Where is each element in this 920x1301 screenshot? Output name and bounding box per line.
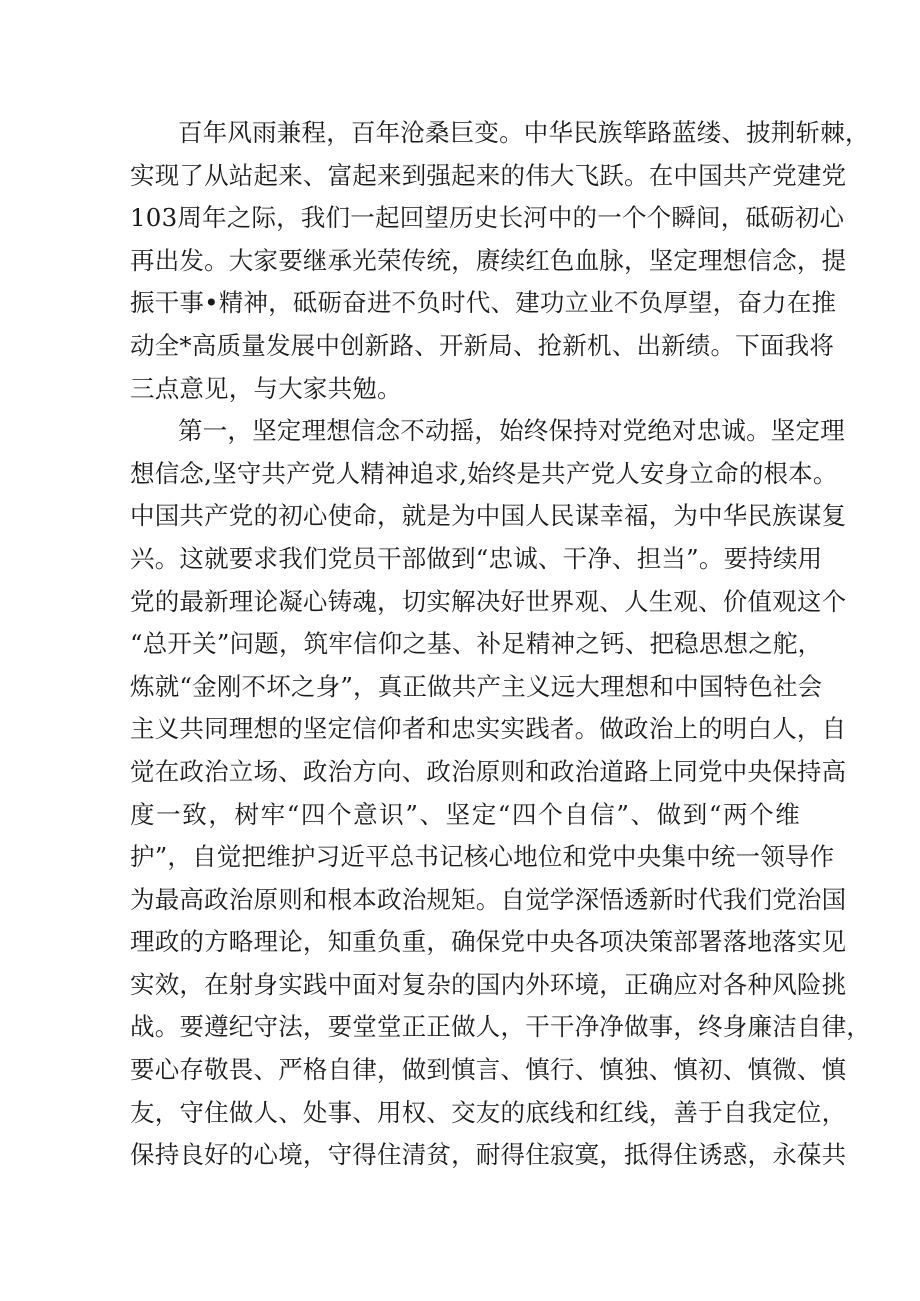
- text-line: 兴。这就要求我们党员干部做到“忠诚、干净、担当”。要持续用: [130, 543, 823, 573]
- text-line: 百年风雨兼程，百年沧桑巨变。中华民族筚路蓝缕、披荆斩棘，: [178, 118, 870, 147]
- document-body: [130, 112, 871, 1177]
- text-line: 保持良好的心境，守得住清贫，耐得住寂寞，抵得住诱惑，永葆共: [130, 1140, 847, 1170]
- text-line: 中国共产党的初心使命，就是为中国人民谋幸福，为中华民族谋复: [130, 501, 847, 531]
- text-line: 第一，坚定理想信念不动摇，始终保持对党绝对忠诚。坚定理: [178, 416, 845, 446]
- text-line: 实现了从站起来、富起来到强起来的伟大飞跃。在中国共产党建党: [130, 160, 847, 190]
- text-line: 103周年之际，我们一起回望历史长河中的一个个瞬间，砥砺初心: [130, 203, 845, 233]
- text-line: 再出发。大家要继承光荣传统，赓续红色血脉，坚定理想信念，提: [130, 245, 847, 275]
- text-line: 友，守住做人、处事、用权、交友的底线和红线，善于自我定位，: [130, 1097, 847, 1127]
- text-line: 振干事•精神，砥砺奋进不负时代、建功立业不负厚望，奋力在推: [130, 288, 837, 318]
- text-line: 炼就“金刚不坏之身”，真正做共产主义远大理想和中国特色社会: [130, 671, 823, 701]
- text-line: 理政的方略理论，知重负重，确保党中央各项决策部署落地落实见: [130, 927, 847, 957]
- text-line: 度一致，树牢“四个意识”、坚定“四个自信”、做到“两个维: [130, 799, 800, 829]
- text-line: 实效，在射身实践中面对复杂的国内外环境，正确应对各种风险挑: [130, 969, 847, 999]
- text-line: 党的最新理论凝心铸魂，切实解决好世界观、人生观、价值观这个: [130, 586, 847, 616]
- text-line: 护”，自觉把维护习近平总书记核心地位和党中央集中统一领导作: [130, 842, 835, 872]
- text-line: 为最高政治原则和根本政治规矩。自觉学深悟透新时代我们党治国: [130, 884, 847, 914]
- text-line: 主义共同理想的坚定信仰者和忠实实践者。做政治上的明白人，自: [130, 714, 847, 744]
- text-line: “总开关”问题，筑牢信仰之基、补足精神之钙、把稳思想之舵，: [130, 629, 823, 659]
- text-line: 觉在政治立场、政治方向、政治原则和政治道路上同党中央保持高: [130, 756, 847, 786]
- text-line: 想信念,坚守共产党人精神追求,始终是共产党人安身立命的根本。: [130, 458, 838, 488]
- text-line: 战。要遵纪守法，要堂堂正正做人，干干净净做事，终身廉洁自律，: [130, 1012, 871, 1042]
- paragraph-first-point: [130, 410, 871, 1177]
- text-line: 动全*高质量发展中创新路、开新局、抢新机、出新绩。下面我将: [130, 330, 835, 360]
- paragraph-intro: [130, 112, 870, 410]
- text-line: 要心存敬畏、严格自律，做到慎言、慎行、慎独、慎初、慎微、慎: [130, 1055, 847, 1085]
- text-line: 三点意见，与大家共勉。: [130, 373, 402, 403]
